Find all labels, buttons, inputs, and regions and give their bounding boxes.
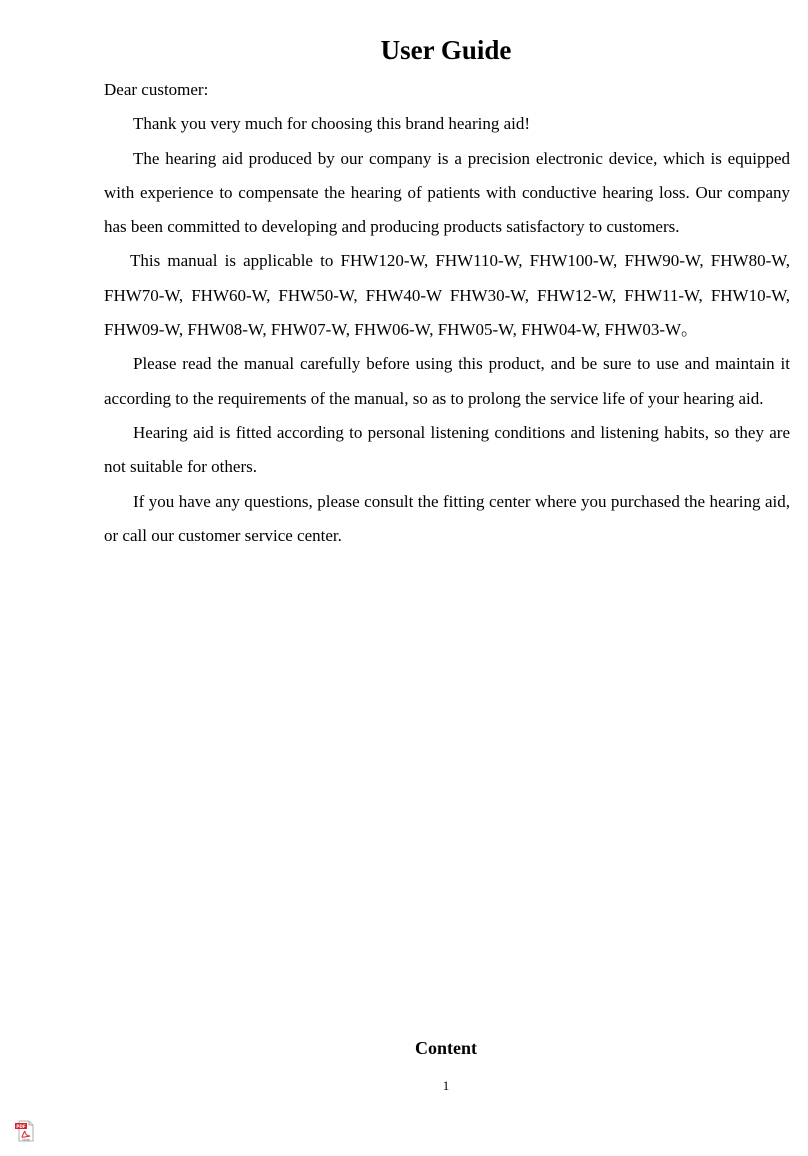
- paragraph-thanks: Thank you very much for choosing this brand hearing aid!: [133, 114, 531, 134]
- page-title: User Guide: [380, 35, 512, 65]
- paragraph-read-manual: Please read the manual carefully before using this product, and be sure to use and maintain it according to the requirements of the manual, so as to prolong the service life of your hearing aid.: [104, 354, 790, 408]
- paragraph-applicable-models: This manual is applicable to FHW120-W, FHW110-W, FHW100-W, FHW90-W, FHW80-W, FHW70-W, FHW60-W, FHW50-W, FHW40-W FHW30-W, FHW12-W, FHW11-W, FHW10-W, FHW09-W, FHW08-W, FHW07-W, FHW06-W, FHW05-W, FHW04-W, FHW03-W。: [104, 251, 790, 340]
- pdf-file-icon: [14, 1120, 36, 1142]
- paragraph-product-description: The hearing aid produced by our company is a precision electronic device, which is equipped with experience to compensate the hearing of patients with conductive hearing loss. Our company has been committed to developing and producing products satisfactory to customers.: [104, 148, 790, 237]
- content-heading: Content: [415, 1038, 477, 1058]
- pdf-badge-sublabel: Adobe: [22, 1138, 30, 1142]
- greeting: Dear customer:: [104, 80, 209, 99]
- paragraph-fitting: Hearing aid is fitted according to personal listening conditions and listening habits, so they are not suitable for others.: [104, 422, 790, 477]
- document-body: [104, 73, 790, 553]
- paragraph-questions: If you have any questions, please consult the fitting center where you purchased the hearing aid, or call our customer service center.: [104, 491, 790, 545]
- pdf-badge-label: PDF: [16, 1123, 26, 1129]
- page-number: 1: [442, 1078, 450, 1093]
